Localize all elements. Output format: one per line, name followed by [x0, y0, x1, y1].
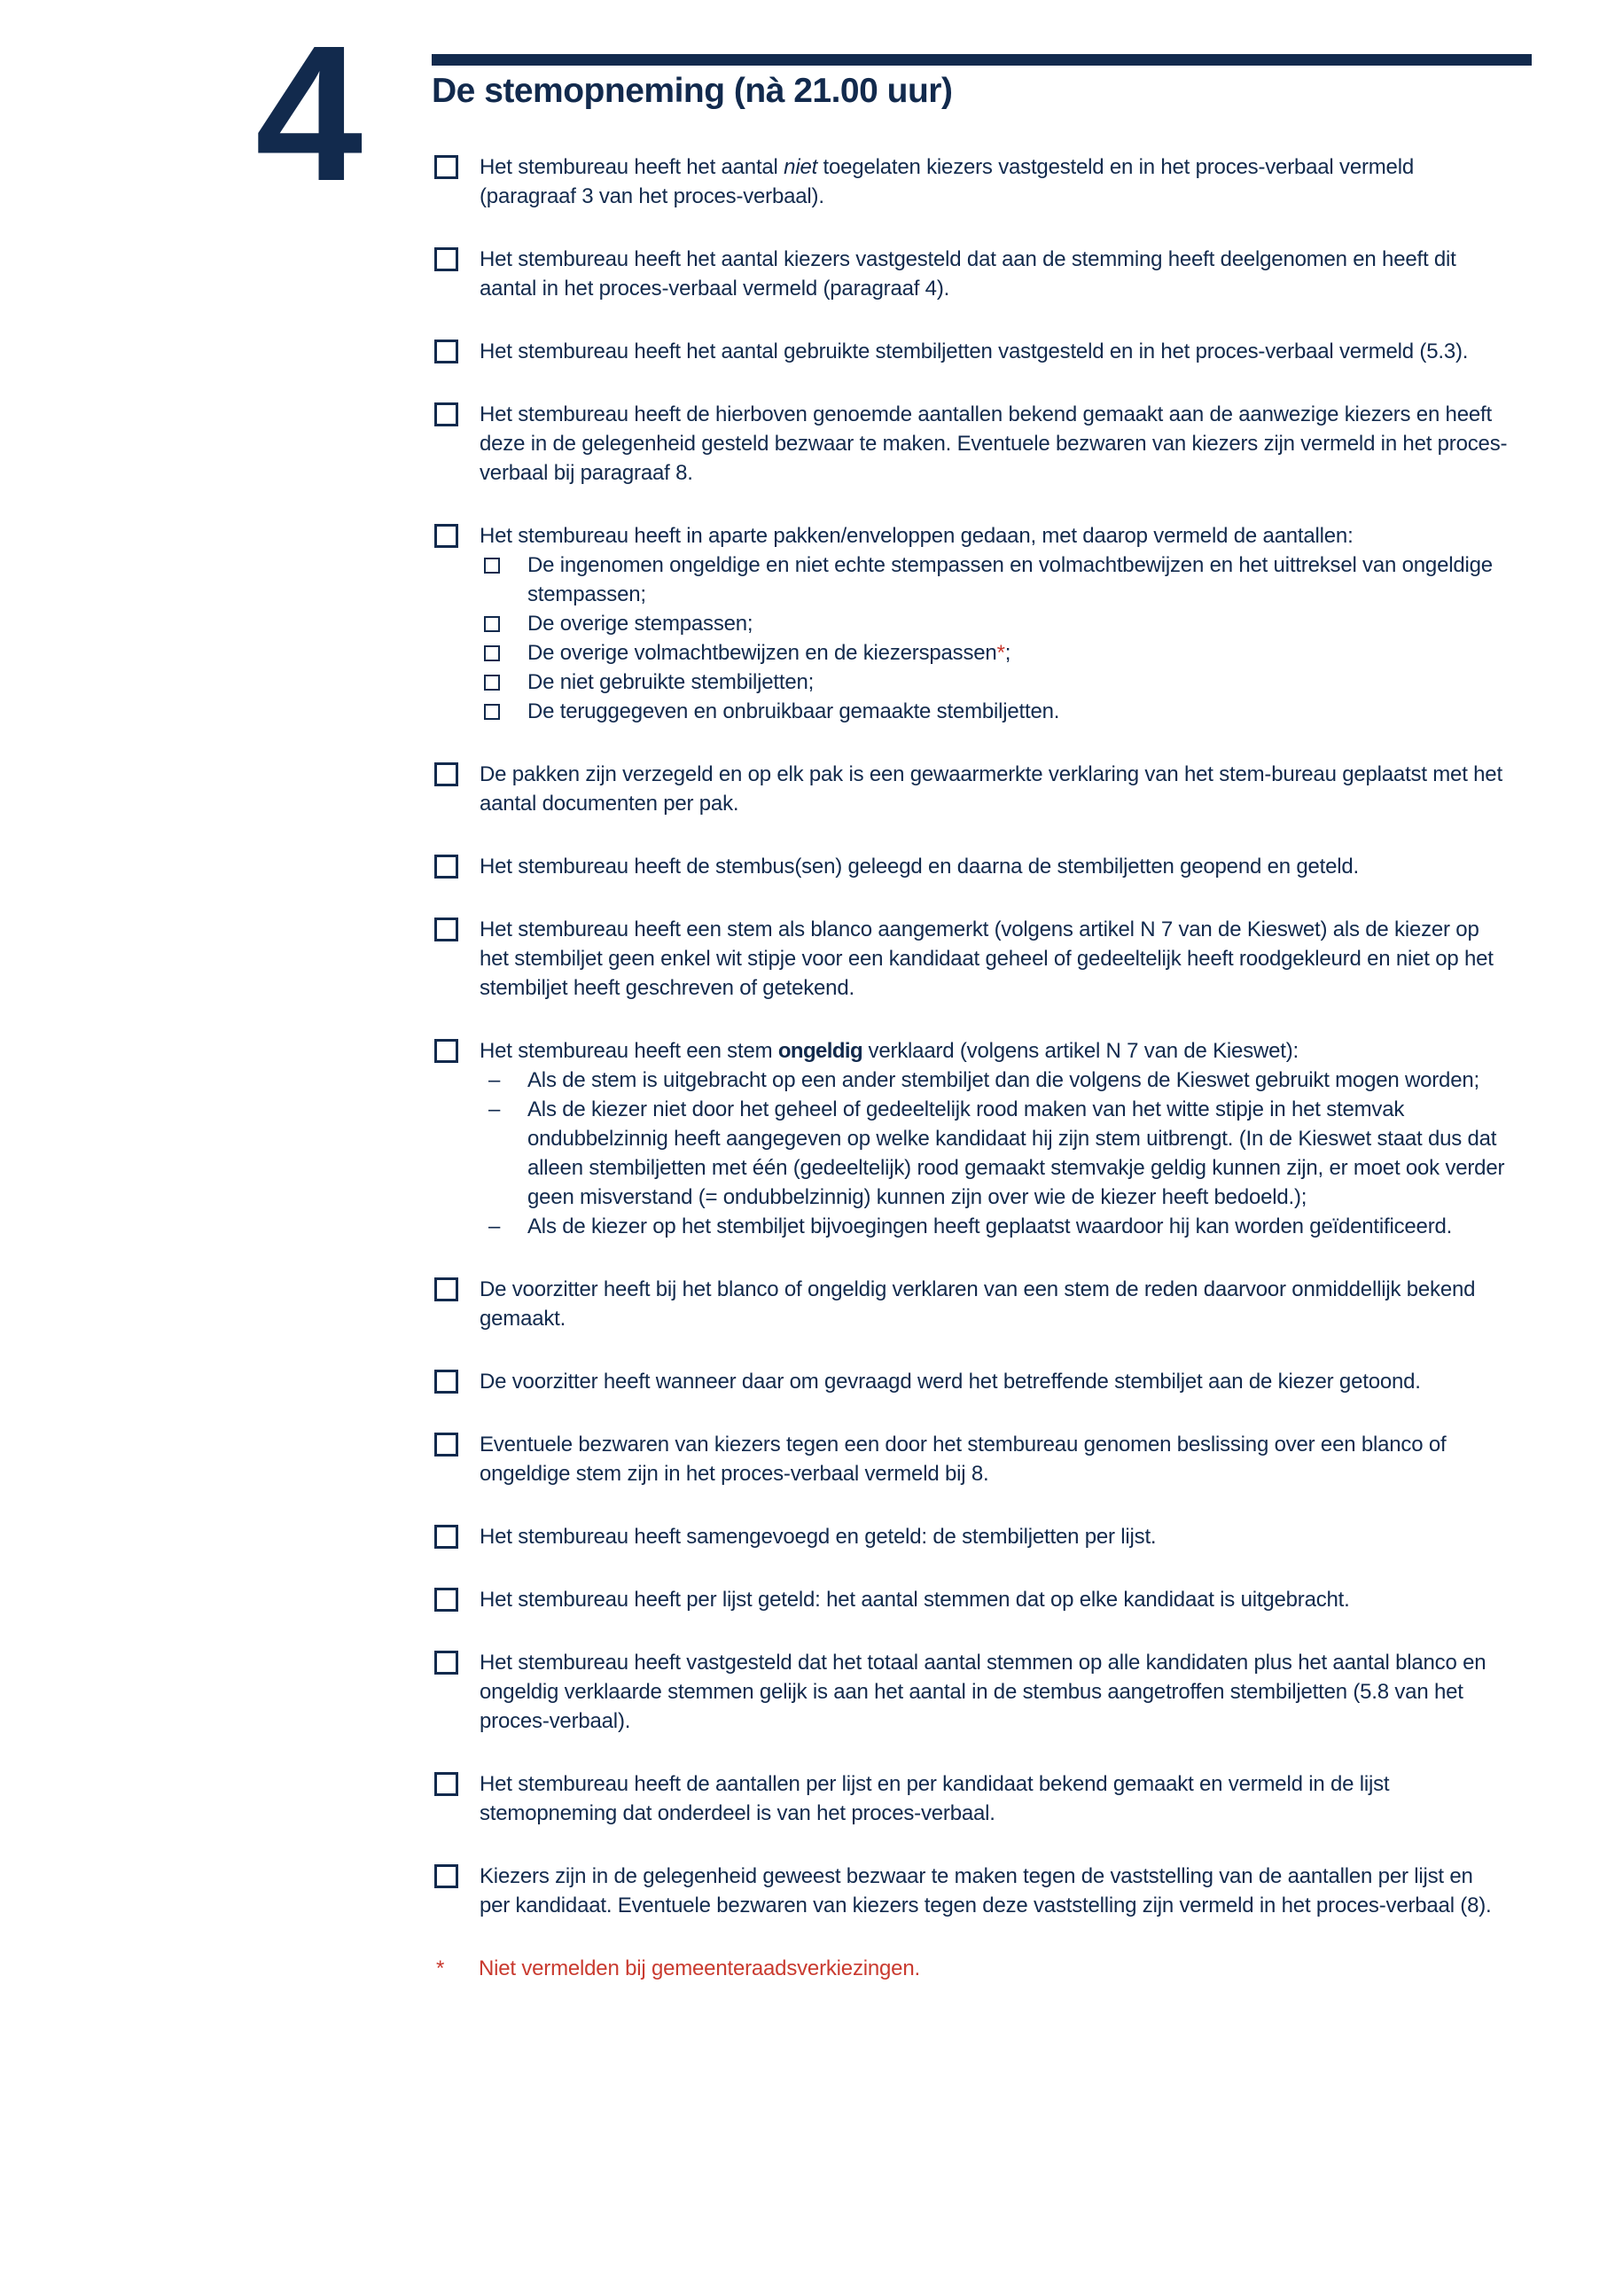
text-segment: Het stembureau heeft het aantal kiezers vastgesteld dat aan de stemming heeft deelgenomen en heeft dit aantal in het proces-verbaal vermeld (paragraaf 4).	[480, 247, 1456, 301]
checklist-item	[432, 1367, 1549, 1396]
checkbox[interactable]	[434, 1588, 458, 1612]
sub-item	[480, 638, 1508, 668]
sub-item-marker	[480, 1212, 527, 1241]
checkbox[interactable]	[434, 1525, 458, 1549]
text-segment: Het stembureau heeft het aantal gebruikte stembiljetten vastgesteld en in het proces-verbaal vermeld (5.3).	[480, 340, 1469, 363]
sub-item	[480, 609, 1508, 638]
item-text	[480, 915, 1508, 1003]
checkbox[interactable]	[434, 340, 458, 363]
sub-item-marker	[480, 697, 527, 720]
item-text	[480, 1769, 1508, 1828]
checklist-item	[432, 1522, 1549, 1551]
checklist-item	[432, 1275, 1549, 1333]
text-segment: *	[996, 641, 1005, 665]
checkbox[interactable]	[434, 1433, 458, 1456]
sub-item-text	[527, 609, 1508, 638]
text-segment: Het stembureau heeft de aantallen per lijst en per kandidaat bekend gemaakt en vermeld in de lijst stemopneming dat onderdeel is van het proces-verbaal.	[480, 1772, 1390, 1825]
sub-checkbox[interactable]	[484, 645, 500, 661]
text-segment: Het stembureau heeft per lijst geteld: het aantal stemmen dat op elke kandidaat is uitgebracht.	[480, 1588, 1350, 1612]
checklist-item	[432, 337, 1549, 366]
checklist-item	[432, 760, 1549, 818]
section-number: 4	[255, 6, 360, 222]
sub-item-text	[527, 638, 1508, 668]
sub-item-marker	[480, 609, 527, 632]
checklist-item	[432, 1585, 1549, 1614]
text-segment: De overige volmachtbewijzen en de kiezerspassen	[527, 641, 997, 665]
text-segment: Als de kiezer niet door het geheel of gedeeltelijk rood maken van het witte stipje in het stemvak ondubbelzinnig heeft aangegeven op welke kandidaat hij zijn stem uitbrengt. (In de Kieswet staat dus dat alleen stembiljetten met één (gedeeltelijk) rood gemaakt stemvakje geldig kunnen zijn, er moet ook verder geen misverstand (= ondubbelzinnig) kunnen zijn over wie de kiezer heeft bedoeld.);	[527, 1097, 1505, 1209]
item-text	[480, 1430, 1508, 1488]
footnote-text: Niet vermelden bij gemeenteraadsverkiezingen.	[479, 1956, 920, 1980]
item-text	[480, 1275, 1508, 1333]
text-segment: De teruggegeven en onbruikbaar gemaakte stembiljetten.	[527, 699, 1060, 723]
text-segment: De niet gebruikte stembiljetten;	[527, 670, 815, 694]
checkbox[interactable]	[434, 1370, 458, 1394]
text-segment: Als de stem is uitgebracht op een ander stembiljet dan die volgens de Kieswet gebruikt mogen worden;	[527, 1068, 1479, 1092]
text-segment: Als de kiezer op het stembiljet bijvoegingen heeft geplaatst waardoor hij kan worden geïdentificeerd.	[527, 1214, 1453, 1238]
checkbox[interactable]	[434, 155, 458, 179]
sub-item	[480, 1095, 1508, 1212]
sub-item	[480, 1212, 1508, 1241]
checklist-item	[432, 1430, 1549, 1488]
checklist-item	[432, 521, 1549, 726]
footnote	[432, 1954, 1549, 1983]
item-text	[480, 152, 1508, 211]
checklist-item	[432, 400, 1549, 488]
text-segment: Het stembureau heeft in aparte pakken/enveloppen gedaan, met daarop vermeld de aantallen:	[480, 524, 1354, 548]
sub-item-marker	[480, 668, 527, 691]
checkbox[interactable]	[434, 524, 458, 548]
sub-item	[480, 551, 1508, 609]
sub-item	[480, 697, 1508, 726]
dash-bullet: –	[488, 1097, 501, 1121]
text-segment: toegelaten kiezers vastgesteld en in het proces-verbaal vermeld (paragraaf 3 van het proces-verbaal).	[480, 155, 1414, 208]
sub-checkbox[interactable]	[484, 558, 500, 574]
text-segment: De overige stempassen;	[527, 612, 753, 636]
text-segment: niet	[784, 155, 818, 179]
sub-item-marker	[480, 1095, 527, 1124]
checklist-item	[432, 852, 1549, 881]
text-segment: Het stembureau heeft samengevoegd en geteld: de stembiljetten per lijst.	[480, 1525, 1157, 1549]
checkbox[interactable]	[434, 855, 458, 879]
text-segment: De pakken zijn verzegeld en op elk pak is een gewaarmerkte verklaring van het stem-bureau geplaatst met het aantal documenten per pak.	[480, 762, 1502, 816]
checkbox[interactable]	[434, 1277, 458, 1301]
text-segment: Het stembureau heeft de stembus(sen) geleegd en daarna de stembiljetten geopend en geteld.	[480, 855, 1360, 879]
text-segment: ongeldig	[777, 1039, 863, 1063]
text-segment: Het stembureau heeft het aantal	[480, 155, 784, 179]
item-text	[480, 337, 1508, 366]
checkbox[interactable]	[434, 918, 458, 941]
item-text	[480, 1036, 1508, 1241]
checklist-item	[432, 1036, 1549, 1241]
page-title: De stemopneming (nà 21.00 uur)	[432, 72, 953, 110]
checklist-item	[432, 152, 1549, 211]
item-text	[480, 1585, 1508, 1614]
checklist-item	[432, 915, 1549, 1003]
sub-item	[480, 668, 1508, 697]
header-rule	[432, 54, 1532, 66]
checklist-item	[432, 245, 1549, 303]
text-segment: verklaard (volgens artikel N 7 van de Kieswet):	[862, 1039, 1299, 1063]
text-segment: De voorzitter heeft bij het blanco of ongeldig verklaren van een stem de reden daarvoor onmiddellijk bekend gemaakt.	[480, 1277, 1476, 1331]
checkbox[interactable]	[434, 762, 458, 786]
item-text	[480, 400, 1508, 488]
checklist-item	[432, 1648, 1549, 1736]
checkbox[interactable]	[434, 247, 458, 271]
text-segment: Kiezers zijn in de gelegenheid geweest bezwaar te maken tegen de vaststelling van de aantallen per lijst en per kandidaat. Eventuele bezwaren van kiezers tegen deze vaststelling zijn vermeld in het proces-verbaal (8).	[480, 1864, 1492, 1917]
sub-checkbox[interactable]	[484, 675, 500, 691]
content-column	[432, 71, 1549, 1983]
text-segment: Het stembureau heeft de hierboven genoemde aantallen bekend gemaakt aan de aanwezige kiezers en heeft deze in de gelegenheid gesteld bezwaar te maken. Eventuele bezwaren van kiezers zijn vermeld in het proces-verbaal bij paragraaf 8.	[480, 402, 1508, 485]
text-segment: Het stembureau heeft vastgesteld dat het totaal aantal stemmen op alle kandidaten plus het aantal blanco en ongeldig verklaarde stemmen gelijk is aan het aantal in de stembus aangetroffen stembiljetten (5.8 van het proces-verbaal).	[480, 1651, 1486, 1733]
item-text	[480, 1648, 1508, 1736]
item-text	[480, 1522, 1508, 1551]
sub-item-marker	[480, 638, 527, 661]
checkbox[interactable]	[434, 402, 458, 426]
checklist	[432, 152, 1549, 1920]
sub-checkbox[interactable]	[484, 616, 500, 632]
item-text	[480, 1367, 1508, 1396]
text-segment: Het stembureau heeft een stem als blanco aangemerkt (volgens artikel N 7 van de Kieswet) als de kiezer op het stembiljet geen enkel wit stipje voor een kandidaat geheel of gedeeltelijk heeft roodgekleurd en niet op het stembiljet heeft geschreven of getekend.	[480, 918, 1494, 1000]
sub-item-text	[527, 697, 1508, 726]
item-text	[480, 245, 1508, 303]
dash-bullet: –	[488, 1068, 501, 1092]
sub-item-text	[527, 1095, 1508, 1212]
sub-item-text	[527, 668, 1508, 697]
checklist-item	[432, 1769, 1549, 1828]
checkbox[interactable]	[434, 1772, 458, 1796]
item-text	[480, 760, 1508, 818]
text-segment: De ingenomen ongeldige en niet echte stempassen en volmachtbewijzen en het uittreksel van ongeldige stempassen;	[527, 553, 1493, 606]
item-text	[480, 852, 1508, 881]
checkbox[interactable]	[434, 1651, 458, 1675]
sub-item-marker	[480, 1066, 527, 1095]
checklist-item	[432, 1862, 1549, 1920]
checkbox[interactable]	[434, 1864, 458, 1888]
sub-item-text	[527, 1066, 1508, 1095]
checkbox[interactable]	[434, 1039, 458, 1063]
dash-bullet: –	[488, 1214, 501, 1238]
sub-item	[480, 1066, 1508, 1095]
text-segment: Het stembureau heeft een stem	[480, 1039, 778, 1063]
text-segment: De voorzitter heeft wanneer daar om gevraagd werd het betreffende stembiljet aan de kiezer getoond.	[480, 1370, 1421, 1394]
sub-item-text	[527, 1212, 1508, 1241]
sub-checkbox[interactable]	[484, 704, 500, 720]
text-segment: ;	[1004, 641, 1011, 665]
item-text	[480, 521, 1508, 726]
item-text	[480, 1862, 1508, 1920]
footnote-asterisk: *	[436, 1956, 445, 1980]
sub-item-marker	[480, 551, 527, 574]
sub-item-text	[527, 551, 1508, 609]
text-segment: Eventuele bezwaren van kiezers tegen een door het stembureau genomen beslissing over een blanco of ongeldige stem zijn in het proces-verbaal vermeld bij 8.	[480, 1433, 1447, 1486]
